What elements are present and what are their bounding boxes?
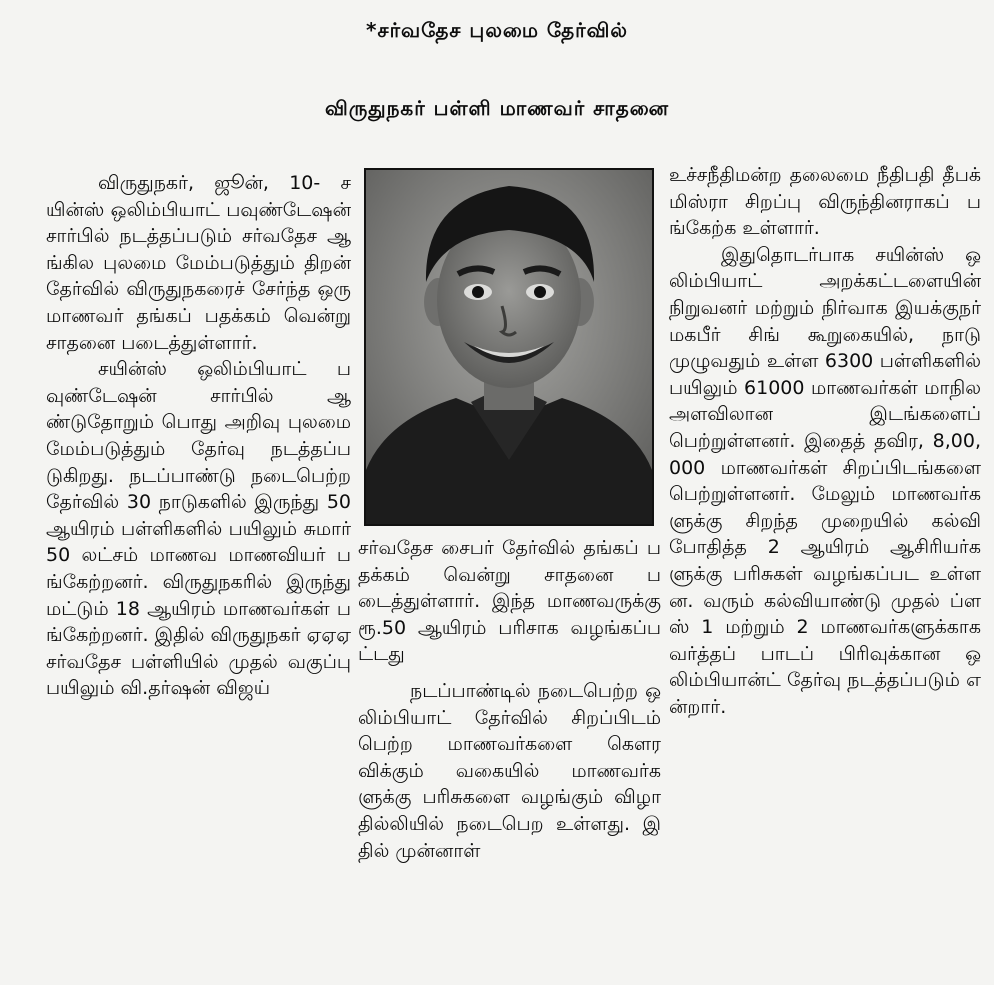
headline-line-2: விருதுநகர் பள்ளி மாணவர் சாதனை <box>324 96 670 120</box>
paragraph: இதுதொடர்பாக சயின்ஸ் ஒலிம்பியாட் அறக்கட்டளையின் நிறுவனர் மற்றும் நிர்வாக இயக்குநர் மகபீர் சிங் கூறுகையில், நாடு முழுவதும் உள்ள 6300 பள்ளிகளில் பயிலும் 61000 மாணவர்கள் மாநில அளவிலான இடங்களைப் பெற்றுள்ளனர். இதைத் தவிர, 8,00,000 மாணவர்கள் சிறப்பிடங்களை பெற்றுள்ளனர். மேலும் மாணவர்களுக்கு சிறந்த முறையில் கல்வி போதித்த 2 ஆயிரம் ஆசிரியர்களுக்கு பரிசுகள் வழங்கப்பட உள்ளன. வரும் கல்வியாண்டு முதல் ப்ளஸ் 1 மற்றும் 2 மாணவர்களுக்காக வர்த்தப் பாடப் பிரிவுக்கான ஒலிம்பியான்ட் தேர்வு நடத்தப்படும் என்றார். <box>669 243 981 718</box>
article-column-3 <box>669 162 981 977</box>
paragraph: விருதுநகர், ஜூன், 10- சயின்ஸ் ஒலிம்பியாட் பவுண்டேஷன் சார்பில் நடத்தப்படும் சர்வதேச ஆங்கில புலமை மேம்படுத்தும் திறன் தேர்வில் விருதுநகரைச் சேர்ந்த ஒரு மாணவர் தங்கப் பதக்கம் வென்று சாதனை படைத்துள்ளார். <box>46 172 351 354</box>
paragraph: உச்சநீதிமன்ற தலைமை நீதிபதி தீபக் மிஸ்ரா சிறப்பு விருந்தினராகப் பங்கேற்க உள்ளார். <box>669 164 981 240</box>
paragraph: சர்வதேச சைபர் தேர்வில் தங்கப் பதக்கம் வென்று சாதனை படைத்துள்ளார். இந்த மாணவருக்கு ரூ.50 ஆயிரம் பரிசாக வழங்கப்பட்டது <box>358 537 661 666</box>
headline-line-1: *சர்வதேச புலமை தேர்வில் <box>366 18 628 42</box>
paragraph: நடப்பாண்டில் நடைபெற்ற ஒலிம்பியாட் தேர்வில் சிறப்பிடம் பெற்ற மாணவர்களை கௌரவிக்கும் வகையில் மாணவர்களுக்கு பரிசுகளை வழங்கும் விழா தில்லியில் நடைபெற உள்ளது. இதில் முன்னாள் <box>358 679 661 862</box>
article-column-1 <box>46 170 351 978</box>
article-column-2 <box>358 535 661 980</box>
student-photo <box>364 168 654 526</box>
paragraph: சயின்ஸ் ஒலிம்பியாட் பவுண்டேஷன் சார்பில் ஆண்டுதோறும் பொது அறிவு புலமை மேம்படுத்தும் தேர்வு நடத்தப்படுகிறது. நடப்பாண்டு நடைபெற்ற தேர்வில் 30 நாடுகளில் இருந்து 50 ஆயிரம் பள்ளிகளில் பயிலும் சுமார் 50 லட்சம் மாணவ மாணவியர் பங்கேற்றனர். விருதுநகரில் இருந்து மட்டும் 18 ஆயிரம் மாணவர்கள் பங்கேற்றனர். இதில் விருதுநகர் ஏஏஏ சர்வதேச பள்ளியில் முதல் வகுப்பு பயிலும் வி.தர்ஷன் விஜய் <box>46 358 351 700</box>
